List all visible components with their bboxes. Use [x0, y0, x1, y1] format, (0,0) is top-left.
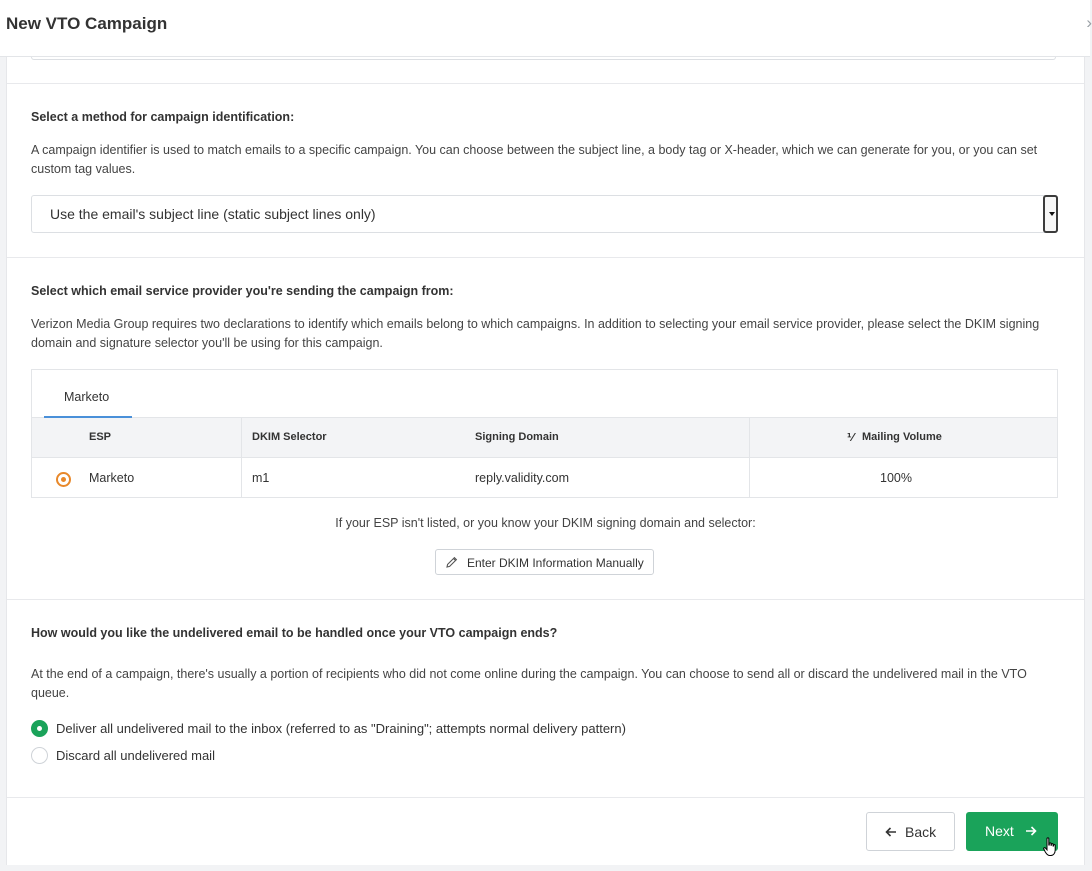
hand-cursor-icon	[1043, 837, 1057, 857]
identification-heading: Select a method for campaign identification:	[31, 110, 295, 124]
modal-header	[0, 0, 1090, 57]
next-label: Next	[985, 823, 1014, 839]
button-label: Enter DKIM Information Manually	[467, 556, 644, 570]
section-divider	[7, 257, 1084, 258]
esp-panel	[31, 369, 1058, 498]
row-esp: Marketo	[89, 471, 135, 485]
table-header	[32, 418, 1057, 458]
radio-button[interactable]	[31, 747, 48, 764]
select-value: Use the email's subject line (static subject lines only)	[50, 206, 376, 222]
tab-label: Marketo	[64, 390, 110, 404]
section-divider	[7, 83, 1084, 84]
column-divider	[749, 418, 750, 498]
enter-dkim-manually-button[interactable]	[435, 549, 654, 575]
row-signing-domain: reply.validity.com	[475, 471, 570, 485]
row-dkim-selector: m1	[252, 471, 270, 485]
undelivered-description: At the end of a campaign, there's usually a portion of recipients who did not come online during the campaign. You can choose to send all or discard the undelivered mail in the VTO queue.	[31, 667, 1027, 700]
esp-description: Verizon Media Group requires two declarations to identify which emails belong to which campaigns. In addition to selecting your email service provider, please select the DKIM signing domain and signature selector you'll be using for this campaign.	[31, 317, 1040, 350]
modal-title: New VTO Campaign	[6, 14, 168, 33]
esp-row-radio[interactable]	[56, 472, 71, 487]
arrow-right-icon	[1024, 822, 1038, 841]
page-background	[0, 865, 1090, 871]
identification-method-select[interactable]	[31, 195, 1058, 233]
undelivered-heading: How would you like the undelivered email to be handled once your VTO campaign ends?	[31, 626, 558, 640]
mailing-volume-icon: ⅟	[847, 432, 854, 444]
row-mailing-volume: 100%	[880, 471, 912, 485]
radio-button-checked[interactable]	[31, 720, 48, 737]
tab-marketo[interactable]	[44, 370, 132, 418]
column-header-esp: ESP	[89, 431, 112, 443]
column-header-dkim-selector: DKIM Selector	[252, 431, 327, 443]
identification-description: A campaign identifier is used to match emails to a specific campaign. You can choose between the subject line, a body tag or X-header, which we can generate for you, or you can set custom tag values.	[31, 143, 1038, 176]
column-divider	[241, 418, 242, 498]
pencil-icon	[446, 553, 458, 571]
chevron-down-icon[interactable]	[1043, 195, 1058, 233]
column-header-signing-domain: Signing Domain	[475, 431, 559, 443]
esp-table	[32, 418, 1057, 498]
close-icon[interactable]: ›	[1086, 13, 1092, 32]
back-button[interactable]	[866, 812, 955, 851]
column-header-mailing-volume: Mailing Volume	[862, 431, 942, 443]
esp-hint-text: If your ESP isn't listed, or you know your DKIM signing domain and selector:	[335, 516, 756, 530]
previous-field-edge	[31, 57, 1056, 60]
esp-heading: Select which email service provider you're sending the campaign from:	[31, 284, 454, 298]
modal-body	[6, 57, 1085, 865]
back-label: Back	[905, 824, 937, 840]
section-divider	[7, 599, 1084, 600]
footer-divider	[7, 797, 1084, 798]
option-label: Deliver all undelivered mail to the inbox (referred to as "Draining"; attempts normal delivery pattern)	[56, 721, 626, 736]
arrow-left-icon	[884, 823, 898, 842]
option-label: Discard all undelivered mail	[56, 748, 215, 763]
